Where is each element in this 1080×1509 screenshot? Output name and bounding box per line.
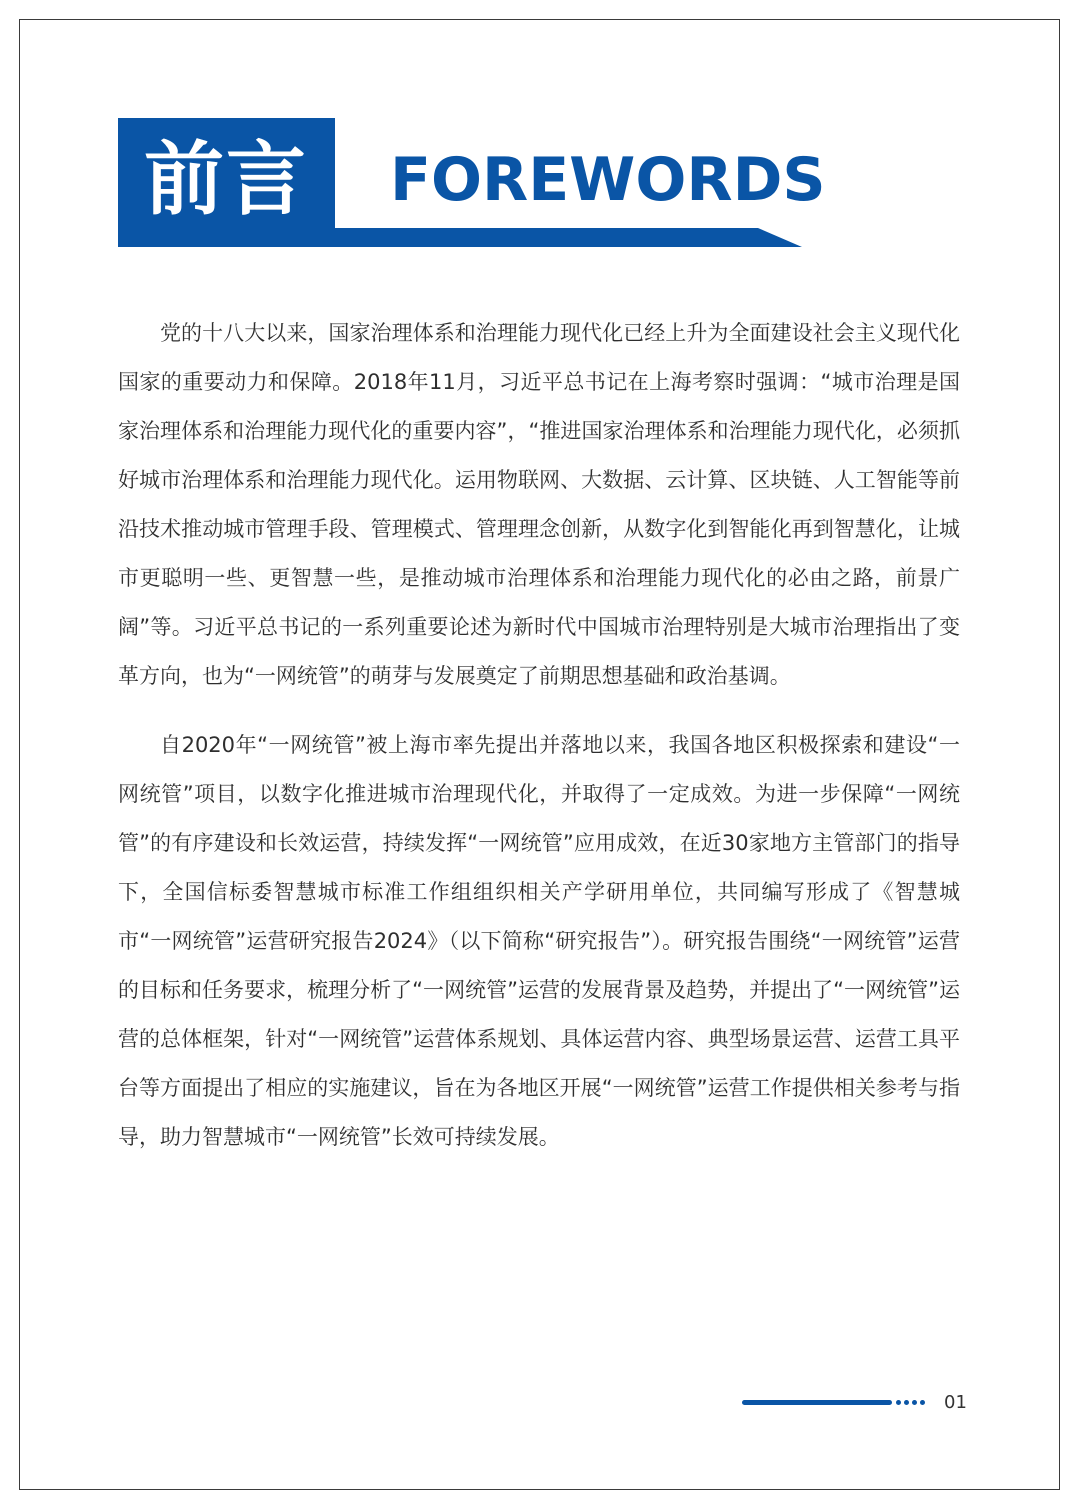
page-number: 01 (944, 1392, 967, 1413)
paragraph-1: 党的十八大以来，国家治理体系和治理能力现代化已经上升为全面建设社会主义现代化国家的重要动力和保障。2018年11月，习近平总书记在上海考察时强调：“城市治理是国家治理体系和治理能力现代化的重要内容”，“推进国家治理体系和治理能力现代化，必须抓好城市治理体系和治理能力现代化。运用物联网、大数据、云计算、区块链、人工智能等前沿技术推动城市管理手段、管理模式、管理理念创新，从数字化到智能化再到智慧化，让城市更聪明一些、更智慧一些，是推动城市治理体系和治理能力现代化的必由之路，前景广阔”等。习近平总书记的一系列重要论述为新时代中国城市治理特别是大城市治理指出了变革方向，也为“一网统管”的萌芽与发展奠定了前期思想基础和政治基调。 (118, 321, 960, 688)
paragraph-2: 自2020年“一网统管”被上海市率先提出并落地以来，我国各地区积极探索和建设“一网统管”项目，以数字化推进城市治理现代化，并取得了一定成效。为进一步保障“一网统管”的有序建设和长效运营，持续发挥“一网统管”应用成效，在近30家地方主管部门的指导下，全国信标委智慧城市标准工作组组织相关产学研用单位，共同编写形成了《智慧城市“一网统管”运营研究报告2024》（以下简称“研究报告”）。研究报告围绕“一网统管”运营的目标和任务要求，梳理分析了“一网统管”运营的发展背景及趋势，并提出了“一网统管”运营的总体框架，针对“一网统管”运营体系规划、具体运营内容、典型场景运营、运营工具平台等方面提出了相应的实施建议，旨在为各地区开展“一网统管”运营工作提供相关参考与指导，助力智慧城市“一网统管”长效可持续发展。 (118, 733, 960, 1149)
footer-dot (904, 1400, 909, 1405)
title-underline-bar (118, 228, 802, 247)
footer-dot (920, 1400, 925, 1405)
header-banner (118, 118, 826, 249)
footer-accent-bar (742, 1400, 892, 1405)
footer-dot (896, 1400, 901, 1405)
page-title-chinese: 前言 (144, 133, 308, 226)
footer-dot (912, 1400, 917, 1405)
page-footer (742, 1389, 972, 1417)
page-title-english: FOREWORDS (390, 145, 826, 215)
foreword-body (118, 309, 960, 1162)
